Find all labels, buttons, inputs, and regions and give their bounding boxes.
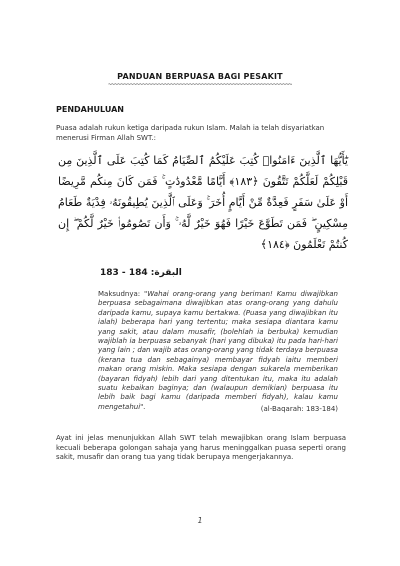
surah-reference: البقرة: 184 - 183 [100,268,182,278]
verse-source: (al-Baqarah: 183-184) [260,405,338,413]
intro-paragraph: Puasa adalah rukun ketiga daripada rukun Islam. Malah ia telah disyariatkan menerusi Firman Allah SWT.: [56,124,325,142]
translation-block [98,290,338,412]
title-underline: ~~~~~~~~~~~~~~~~~~~~~~~~~~~~~~~~~~~~~~~~~~~~~~~~~~~~~~~~~~~ [108,81,292,88]
arabic-verse: يَٰٓأَيُّهَا ٱلَّذِينَ ءَامَنُوا۟ كُتِبَ عَلَيْكُمُ ٱلصِّيَامُ كَمَا كُتِبَ عَلَى ٱلَّذِينَ مِن قَبْلِكُمْ لَعَلَّكُمْ تَتَّقُونَ ﴿١٨٣﴾ أَيَّامًا مَّعْدُودَٰتٍ ۚ فَمَن كَانَ مِنكُم مَّرِيضًا أَوْ عَلَىٰ سَفَرٍ فَعِدَّةٌ مِّنْ أَيَّامٍ أُخَرَ ۚ وَعَلَى ٱلَّذِينَ يُطِيقُونَهُۥ فِدْيَةٌ طَعَامُ مِسْكِينٍ ۖ فَمَن تَطَوَّعَ خَيْرًا فَهُوَ خَيْرٌ لَّهُۥ ۚ وَأَن تَصُومُوا۟ خَيْرٌ لَّكُمْ ۖ إِن كُنتُمْ تَعْلَمُونَ ﴿١٨٤﴾ [58,154,348,251]
page-number: 1 [197,516,203,525]
translation-label: Maksudnya: [98,290,145,298]
translation-text: "Wahai orang-orang yang beriman! Kamu diwajibkan berpuasa sebagaimana diwajibkan atas orang-orang yang dahulu daripada kamu, supaya kamu bertakwa. (Puasa yang diwajibkan itu ialah) beberapa hari yang tertentu; maka sesiapa diantara kamu yang sakit, atau dalam musafir, (bolehlah ia berbuka) kemudian wajiblah ia berpuasa sebanyak (hari yang dibuka) itu pada hari-hari yang lain ; dan wajib atas orang-orang yang tidak terdaya berpuasa (kerana tua dan sebagainya) membayar fidyah iaitu memberi makan orang miskin. Maka sesiapa dengan sukarela memberikan (bayaran fidyah) lebih dari yang ditentukan itu, maka itu adalah suatu kebaikan baginya; dan (walaupun demikian) berpuasa itu lebih baik bagi kamu (daripada memberi fidyah), kalau kamu mengetahui". [98,290,338,411]
section-heading: PENDAHULUAN [56,105,124,114]
document-title: PANDUAN BERPUASA BAGI PESAKIT [117,72,283,81]
conclusion-paragraph: Ayat ini jelas menunjukkan Allah SWT telah mewajibkan orang Islam berpuasa kecuali beberapa golongan sahaja yang harus meninggalkan puasa seperti orang sakit, musafir dan orang tua yang tidak berupaya mengerjakannya. [56,434,346,461]
